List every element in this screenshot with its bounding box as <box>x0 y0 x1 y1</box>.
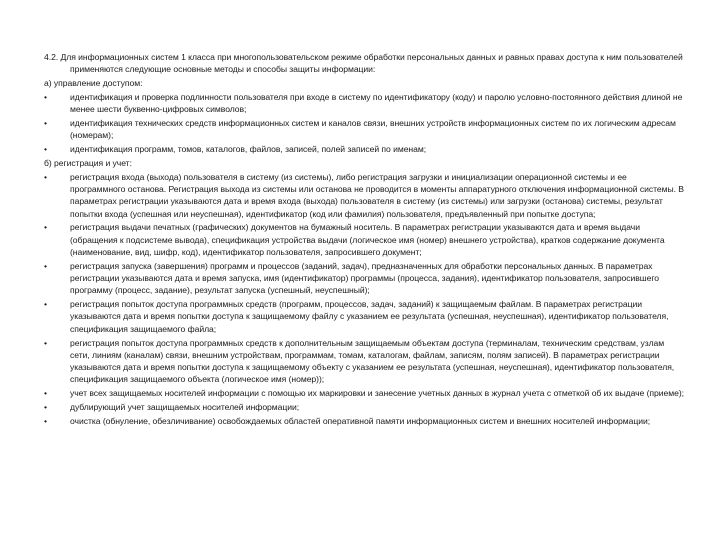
bullet-icon: • <box>44 91 47 102</box>
bullet-icon: • <box>44 222 47 233</box>
list-item-text: идентификация и проверка подлинности пользователя при входе в систему по идентификатору (коду) и паролю условно-постоянного действия длиной не менее шести буквенно-цифровых символов; <box>70 91 683 115</box>
list-item <box>44 171 684 220</box>
list-item <box>44 415 684 427</box>
list-item-text: регистрация попыток доступа программных средств к дополнительным защищаемым объектам доступа (терминалам, техническим средствам, узлам сети, линиям (каналам) связи, внешним устройствам, программам, томам, каталогам, файлам, записям, полям записей). В параметрах регистрации указываются дата и время попытки доступа к защищаемому объекту с указанием ее результата (успешная, неуспешная), идентификатор пользователя, спецификация защищаемого объекта (логическое имя (номер)); <box>70 337 675 385</box>
list-item <box>44 221 684 258</box>
access-control-list <box>44 91 684 155</box>
list-item <box>44 387 684 399</box>
intro-paragraph: 4.2. Для информационных систем 1 класса при многопользовательском режиме обработки персональных данных и равных правах доступа к ним пользователей применяются следующие основные методы и способы защиты информации: <box>44 52 683 75</box>
bullet-icon: • <box>44 144 47 155</box>
bullet-icon: • <box>44 337 47 348</box>
list-item-text: учет всех защищаемых носителей информации с помощью их маркировки и занесение учетных данных в журнал учета с отметкой об их выдаче (приеме); <box>70 388 684 399</box>
list-item <box>44 91 684 116</box>
document-page <box>44 51 684 429</box>
list-item-text: идентификация технических средств информационных систем и каналов связи, внешних устройств информационных систем по их логическим адресам (номерам); <box>70 117 676 141</box>
bullet-icon: • <box>44 415 47 426</box>
bullet-icon: • <box>44 402 47 413</box>
list-item <box>44 298 684 335</box>
list-item-text: идентификация программ, томов, каталогов, файлов, записей, полей записей по именам; <box>70 144 427 155</box>
list-item-text: дублирующий учет защищаемых носителей информации; <box>70 402 300 413</box>
registration-list <box>44 171 684 427</box>
section-heading-access-control: а) управление доступом: <box>44 78 143 89</box>
bullet-icon: • <box>44 299 47 310</box>
bullet-icon: • <box>44 171 47 182</box>
list-item <box>44 337 684 386</box>
list-item <box>44 117 684 142</box>
section-heading-registration: б) регистрация и учет: <box>44 157 132 168</box>
list-item <box>44 401 684 413</box>
bullet-icon: • <box>44 388 47 399</box>
list-item-text: регистрация входа (выхода) пользователя в систему (из системы), либо регистрация загрузки и инициализации операционной системы и ее программного останова. Регистрация выхода из системы или останова не проводится в моменты аппаратурного отключения информационной системы. В параметрах регистрации указываются дата и время входа (выхода) пользователя в систему (из системы) или загрузки (останова) системы, результат попытки входа (успешная или неуспешная), идентификатор (код или фамилия) пользователя, предъявленный при попытке доступа; <box>70 171 684 219</box>
list-item-text: очистка (обнуление, обезличивание) освобождаемых областей оперативной памяти информационных систем и внешних носителей информации; <box>70 415 651 426</box>
bullet-icon: • <box>44 260 47 271</box>
list-item-text: регистрация выдачи печатных (графических) документов на бумажный носитель. В параметрах регистрации указываются дата и время выдачи (обращения к подсистеме вывода), спецификация устройства выдачи (логическое имя (номер) внешнего устройства), кратков содержание документа (наименование, вид, шифр, код), идентификатор пользователя, запросившего документ; <box>70 222 665 257</box>
list-item-text: регистрация попыток доступа программных средств (программ, процессов, задач, заданий) к защищаемым файлам. В параметрах регистрации указываются дата и время попытки доступа к защищаемому файлу с указанием ее результата (успешная, неуспешная), идентификатор пользователя, спецификация защищаемого файла; <box>70 299 669 334</box>
bullet-icon: • <box>44 117 47 128</box>
list-item <box>44 143 684 155</box>
list-item-text: регистрация запуска (завершения) программ и процессов (заданий, задач), предназначенных для обработки персональных данных. В параметрах регистрации указываются дата и время запуска, имя (идентификатор) программы (процесса, задания), идентификатор пользователя, запросившего программу (процесс, задание), результат запуска (успешный, неуспешный); <box>70 260 659 296</box>
list-item <box>44 260 684 297</box>
